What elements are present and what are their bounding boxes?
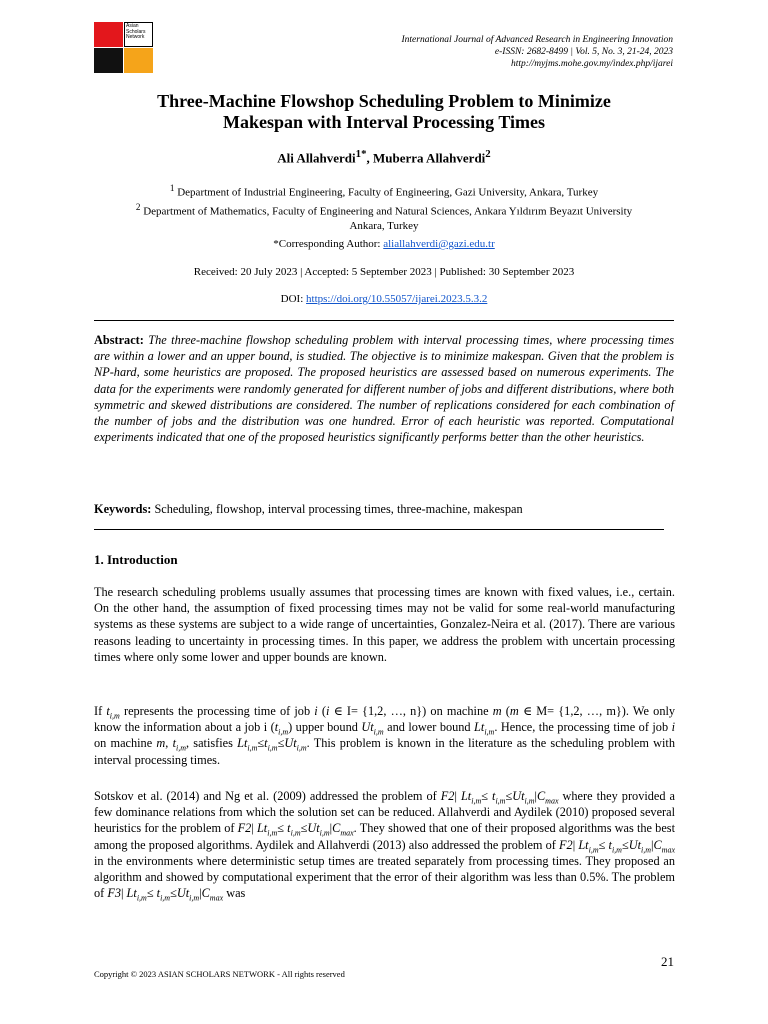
logo-text-line: Asian: [126, 23, 139, 29]
affiliation-text: Department of Industrial Engineering, Faculty of Engineering, Gazi University, Ankara, Turkey: [177, 186, 599, 199]
journal-url[interactable]: http://myjms.mohe.gov.my/index.php/ijarei: [511, 59, 673, 69]
title-line: Three-Machine Flowshop Scheduling Problem to Minimize: [157, 91, 611, 111]
author-affiliation-marker: 1*: [355, 148, 367, 160]
paper-title: [94, 91, 674, 133]
keywords-text: Scheduling, flowshop, interval processing times, three-machine, makespan: [154, 502, 523, 516]
journal-issn: e-ISSN: 2682-8499 | Vol. 5, No. 3, 21-24, 2023: [494, 47, 673, 57]
affiliation-1: [80, 181, 688, 200]
divider: [94, 529, 664, 530]
doi-label: DOI:: [280, 293, 307, 305]
publisher-logo: [94, 22, 153, 73]
paragraph: The research scheduling problems usually assumes that processing times are known with fixed values, i.e., certain. On the other hand, the assumption of fixed processing times may not be valid for some real-world manufacturing systems as these systems are subject to a wide range of uncertainties, Gonzalez-Neira et al. (2017). There are various reasons leading to uncertainty in processing times. In this paper, we address the problem with uncertain processing times where only some lower and upper bounds are known.: [94, 585, 675, 664]
author-list: [94, 148, 674, 166]
corresponding-label: *Corresponding Author:: [273, 238, 384, 250]
author-name: Muberra Allahverdi: [372, 150, 486, 166]
logo-text: [126, 24, 145, 41]
author-name: Ali Allahverdi: [277, 150, 356, 166]
paragraph: Sotskov et al. (2014) and Ng et al. (2009) addressed the problem of F2| $Lt_{i,m}\le t_{i,m}\le Ut_{i,m}|C_{max}$ where they provided a few dominance relations from which the solution set can be reduced. Allahverdi and Aydilek (2010) proposed several heuristics for the problem of F2| $Lt_{i,m}\le t_{i,m}\le Ut_{i,m}|C_{max}$. They showed that one of their proposed algorithms was the best among the proposed algorithms. Aydilek and Allahverdi (2013) also addressed the problem of F2| $Lt_{i,m}\le t_{i,m}\le Ut_{i,m}|C_{max}$ in the environments where deterministic setup times are treated separately from processing times. They proposed an algorithm and showed by computational experiment that the error of their algorithm was less than 0.5%. The problem of F3| $Lt_{i,m}\le t_{i,m}\le Ut_{i,m}|C_{max}$ was: [94, 789, 676, 903]
affiliation-2: [80, 200, 688, 219]
journal-header: [402, 34, 674, 70]
affiliations: [80, 181, 688, 234]
journal-name: International Journal of Advanced Research in Engineering Innovation: [401, 35, 673, 45]
section-heading: 1. Introduction: [94, 552, 178, 567]
logo-orange-square: [124, 48, 153, 73]
author-affiliation-marker: 2: [485, 148, 491, 160]
logo-black-square: [94, 48, 123, 73]
abstract-text: The three-machine flowshop scheduling problem with interval processing times, where processing times are within a lower and an upper bound, is studied. The objective is to minimize makespan. Given that the problem is NP-hard, some heuristics are proposed. The proposed heuristics are assessed based on numerous experiments. The data for the experiments were randomly generated for different number of jobs and different distributions, where both symmetric and skewed distributions are considered. The number of replications considered for each combination of the number of jobs and the distribution was one hundred. Error of each heuristic was reported. Computational experiments indicated that one of the proposed heuristics significantly performs better than the other heuristics.: [94, 333, 674, 445]
affiliation-text: Department of Mathematics, Faculty of Engineering and Natural Sciences, Ankara Yıldırım Beyazıt University: [143, 205, 633, 218]
page-number: 21: [661, 954, 674, 969]
keywords: [94, 501, 674, 517]
affiliation-number: 2: [135, 202, 141, 213]
publication-dates: Received: 20 July 2023 | Accepted: 5 September 2023 | Published: 30 September 2023: [193, 266, 575, 278]
paragraph: If $t_{i,m}$ represents the processing time of job i (i ∈ I= {1,2, …, n}) on machine m (m ∈ M= {1,2, …, m}). We only know the information about a job i $(t_{i,m})$ upper bound $Ut_{i,m}$ and lower bound $Lt_{i,m}$. Hence, the processing time of job i on machine m, $t_{i,m}$, satisfies $Lt_{i,m}\le t_{i,m}\le Ut_{i,m}$. This problem is known in the literature as the scheduling problem with interval processing times.: [94, 704, 676, 767]
corresponding-email-link[interactable]: aliallahverdi@gazi.edu.tr: [383, 238, 495, 250]
keywords-label: Keywords:: [94, 502, 152, 516]
doi-line: [94, 293, 674, 305]
affiliation-2-cont: Ankara, Turkey: [349, 220, 419, 233]
logo-text-line: Scholars: [126, 28, 146, 35]
affiliation-number: 1: [169, 183, 175, 193]
logo-text-line: Network: [126, 34, 145, 40]
corresponding-author: [94, 238, 674, 250]
doi-link[interactable]: https://doi.org/10.55057/ijarei.2023.5.3.2: [306, 293, 488, 305]
author-separator: ,: [366, 150, 373, 166]
abstract-label: Abstract:: [94, 333, 144, 347]
logo-red-square: [94, 22, 123, 47]
title-line: Makespan with Interval Processing Times: [222, 112, 545, 132]
copyright-footer: Copyright © 2023 ASIAN SCHOLARS NETWORK - All rights reserved: [94, 969, 345, 979]
abstract: [94, 332, 674, 445]
divider: [94, 320, 674, 321]
